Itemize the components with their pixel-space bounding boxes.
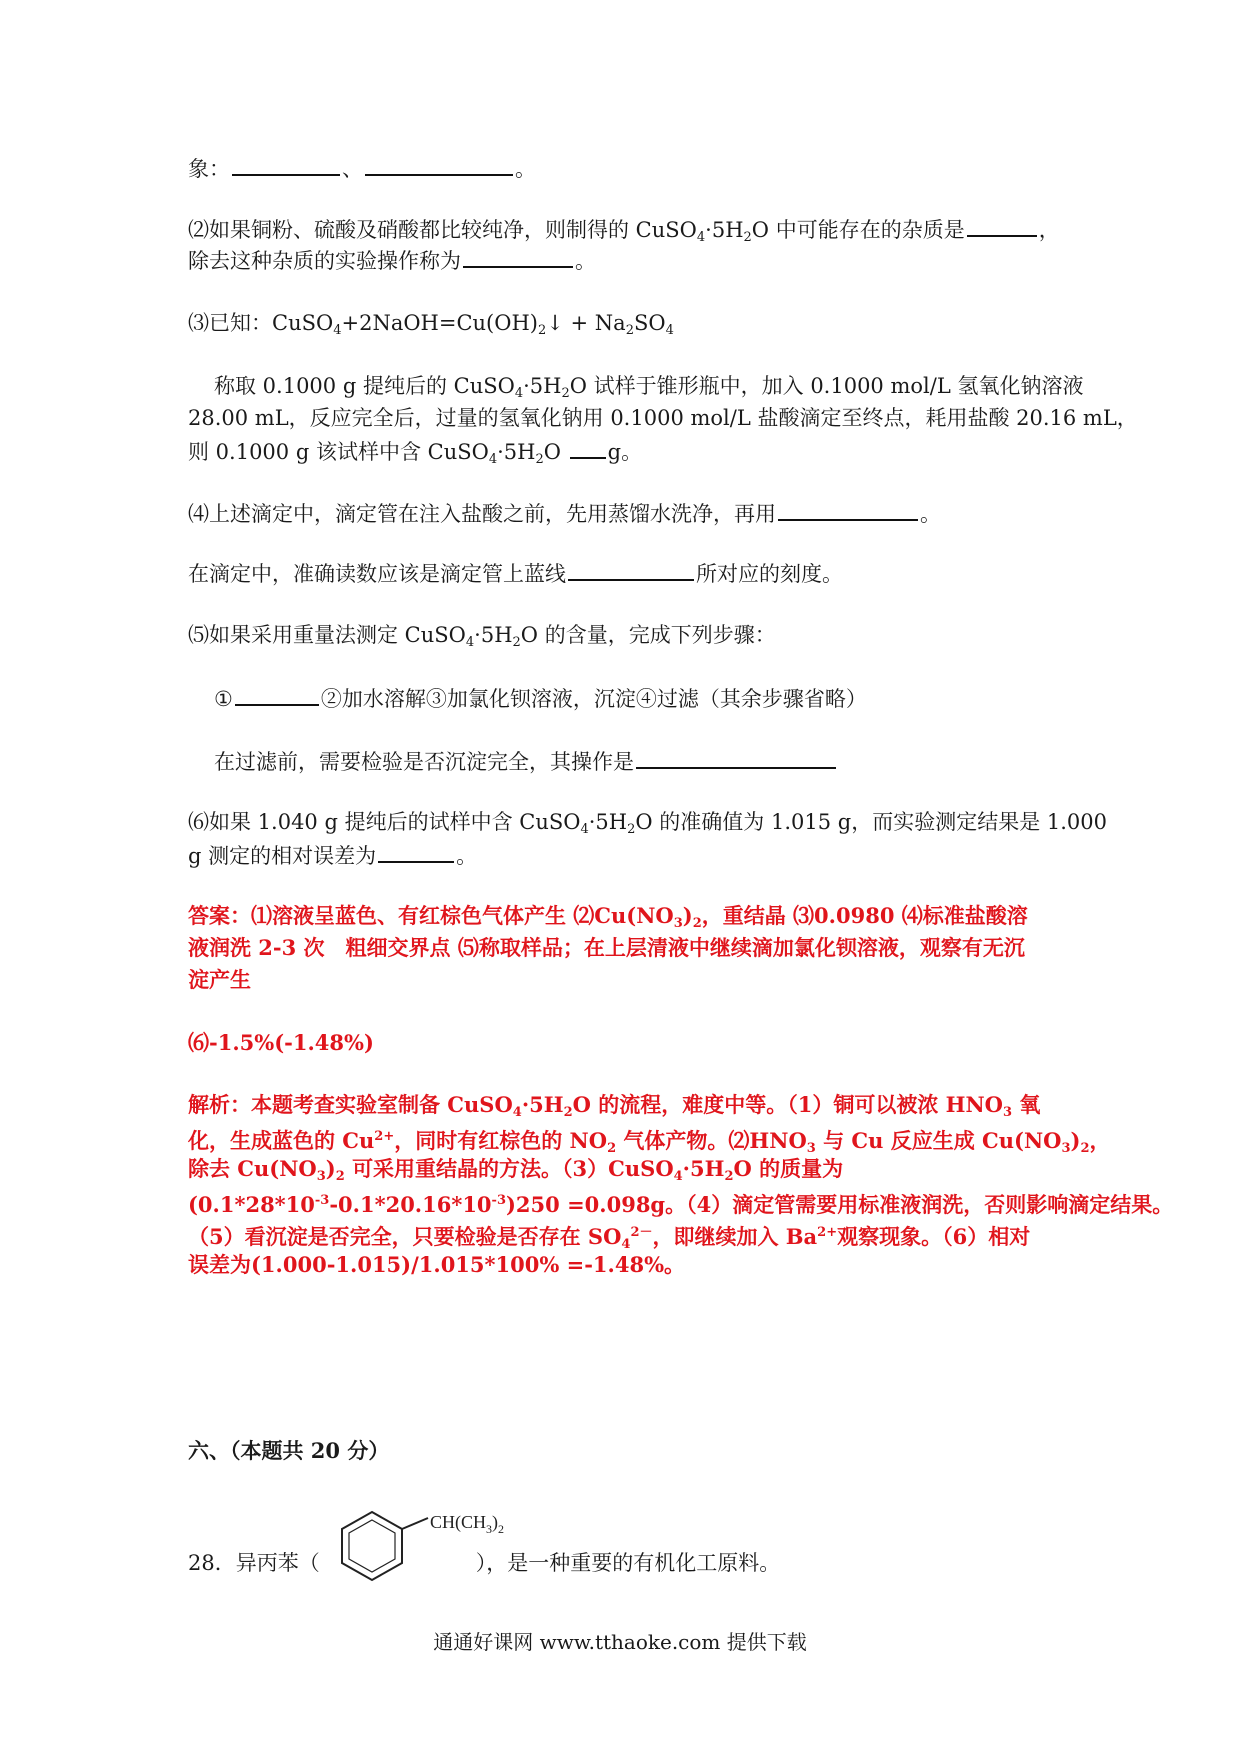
question-4-line-2: 在滴定中，准确读数应该是滴定管上蓝线 所对应的刻度。 [188, 557, 843, 589]
answer-blank[interactable] [463, 244, 573, 268]
answer-blank[interactable] [636, 745, 836, 769]
question-3-para-3: 则 0.1000 g 该试样中含 $CuSO_4\cdot 5H_2O$ g。 [188, 435, 642, 475]
question-3-para-1: 称取 0.1000 g 提纯后的 $CuSO_4\cdot 5H_2O$ 试样于锥形瓶中，加入 0.1000 mol/L 氢氧化钠溶液 [214, 374, 1084, 401]
question-5-line-1: ⑸如果采用重量法测定 $CuSO_4\cdot 5H_2O$ 的含量，完成下列步骤： [188, 623, 776, 650]
answer-blank[interactable] [232, 152, 340, 176]
answer-blank[interactable] [967, 213, 1037, 237]
question-6-line-2: g 测定的相对误差为 。 [188, 839, 477, 871]
question-3-para-2: 28.00 mL，反应完全后，过量的氢氧化钠用 0.1000 mol/L 盐酸滴定至终点，耗用盐酸 20.16 mL， [188, 406, 1138, 430]
question-2-line-1: ⑵如果铜粉、硫酸及硝酸都比较纯净，则制得的 $CuSO_4\cdot 5H_2O$ 中可能存在的杂质是 ， [188, 213, 1060, 253]
answer-blank[interactable] [235, 682, 319, 706]
analysis-line-5: （5）看沉淀是否完全，只要检验是否存在 $SO_4^{2-}$，即继续加入 $Ba^{2+}$观察现象。（6）相对 [188, 1224, 1031, 1252]
analysis-line-4: $(0.1*28*10^{-3}-0.1*20.16*10^{-3})250 =0.098g$。（4）滴定管需要用标准液润洗，否则影响滴定结果。 [188, 1192, 1174, 1217]
answer-blank[interactable] [378, 839, 454, 863]
question-4-line-1: ⑷上述滴定中，滴定管在注入盐酸之前，先用蒸馏水洗净，再用 。 [188, 497, 941, 529]
question-28: 28．异丙苯（ ），是一种重要的有机化工原料。 [188, 1551, 781, 1575]
answer-blank[interactable] [570, 435, 606, 459]
answer-blank[interactable] [568, 557, 694, 581]
question-2-line-2: 除去这种杂质的实验操作称为 。 [188, 244, 596, 276]
analysis-line-3: 除去 $Cu(NO_3)_2$ 可采用重结晶的方法。$(3)CuSO_4\cdot 5H_2O$ 的质量为 [188, 1156, 844, 1184]
substituent-label: $CH(CH_3)_2$ [430, 1512, 505, 1536]
question-5-line-3: 在过滤前，需要检验是否沉淀完全，其操作是 [214, 745, 838, 777]
section-6-heading: 六、（本题共 20 分） [188, 1438, 390, 1463]
answer-blank[interactable] [778, 497, 918, 521]
answer-line-2: 液润洗 2-3 次 粗细交界点 ⑸称取样品；在上层清液中继续滴加氯化钡溶液，观察有无沉 [188, 935, 1025, 960]
answer-line-4: ⑹-1.5%(-1.48%) [188, 1030, 374, 1055]
footer-credit: 通通好课网 www.tthaoke.com 提供下载 [433, 1630, 807, 1654]
answer-line-1: 答案：⑴溶液呈蓝色、有红棕色气体产生 $⑵Cu(NO_3)_2$，重结晶 ⑶0.0980 ⑷标准盐酸溶 [188, 903, 1028, 931]
question-6-line-1: ⑹如果 1.040 g 提纯后的试样中含 $CuSO_4\cdot 5H_2O$ 的准确值为 1.015 g，而实验测定结果是 1.000 [188, 810, 1107, 837]
question-5-line-2: ① ②加水溶解③加氯化钡溶液，沉淀④过滤（其余步骤省略） [214, 682, 867, 714]
answer-line-3: 淀产生 [188, 967, 251, 992]
analysis-line-2: 化，生成蓝色的 $Cu^{2+}$，同时有红棕色的 $NO_2$ 气体产物。$⑵HNO_3$ 与 Cu 反应生成 $Cu(NO_3)_2$， [188, 1128, 1111, 1156]
analysis-line-6: 误差为(1.000-1.015)/1.015*100% =-1.48%。 [188, 1252, 686, 1277]
answer-blank[interactable] [365, 152, 513, 176]
analysis-line-1: 解析：本题考查实验室制备 $CuSO_4\cdot 5H_2O$ 的流程，难度中等。（1）铜可以被浓 $HNO_3$ 氧 [188, 1092, 1041, 1120]
q1-tail: 象： 、 。 [188, 152, 536, 184]
question-3-known: ⑶已知：$CuSO_4+2NaOH=Cu(OH)_2↓ + Na_2SO_4$ [188, 311, 674, 338]
